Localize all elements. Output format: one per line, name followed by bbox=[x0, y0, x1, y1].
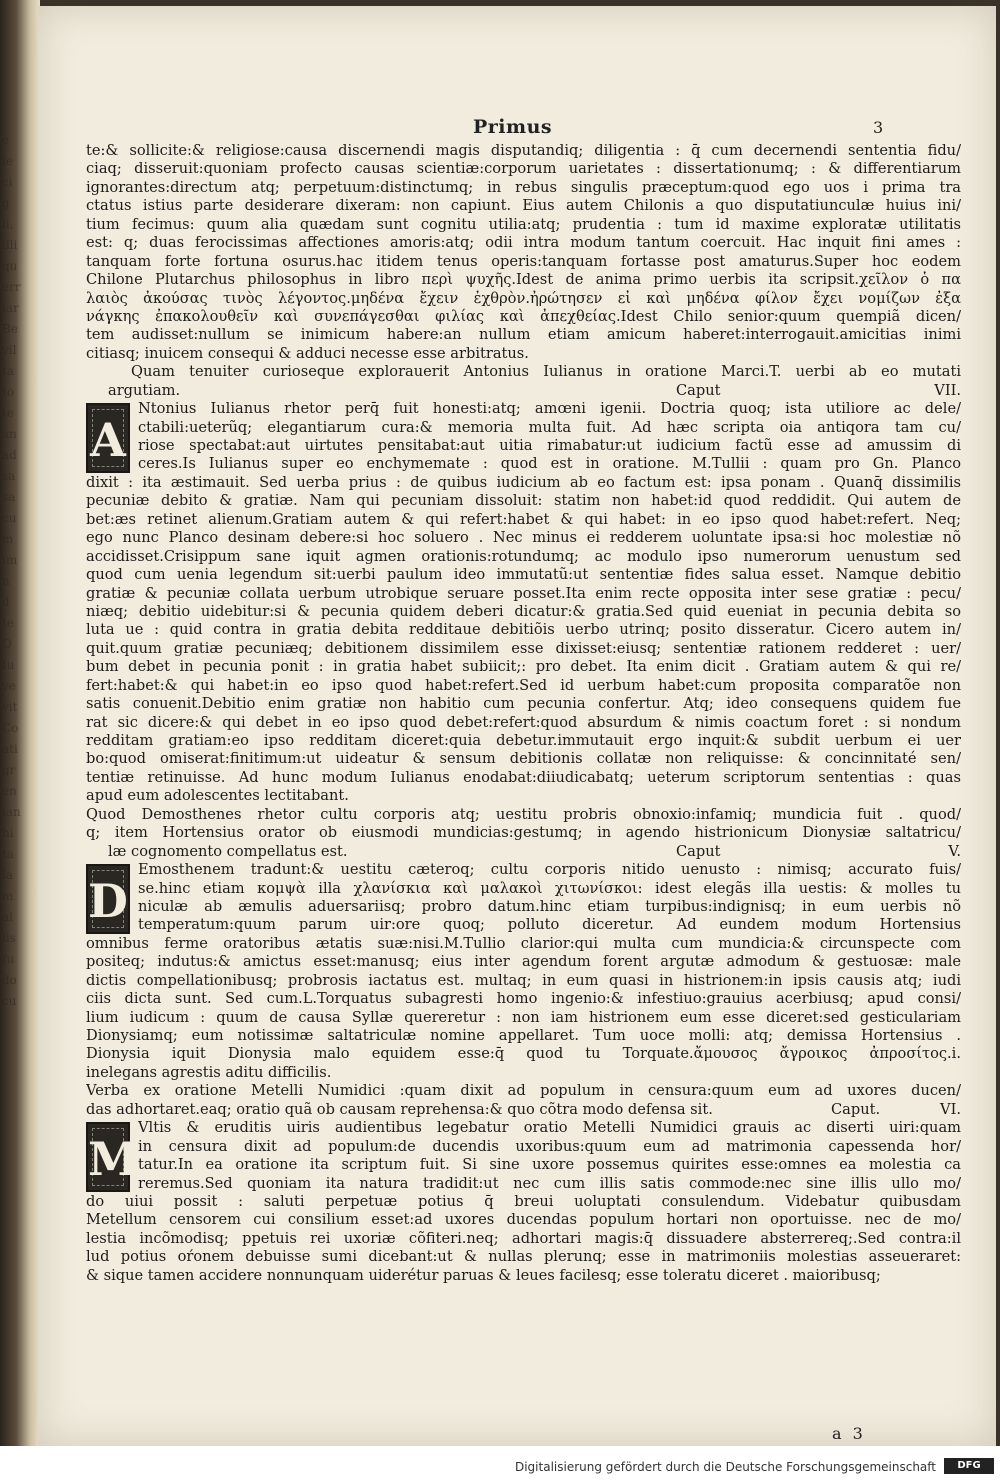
text-line: Vltis & eruditis uiris audientibus legebatur oratio Metelli Numidici grauis ac diserti uiri:quam bbox=[138, 1119, 961, 1137]
text-line: Dionysiamq; eum notissimæ saltatriculæ nomine appellaret. Tum uoce molli: atq; demissa Hortensius . bbox=[86, 1027, 961, 1044]
text-line: ciis dicta sunt. Sed cum.L.Torquatus subagresti homo ingenio:& infestiuo:grauius acerbiusq; apud consi/ bbox=[86, 990, 961, 1008]
text-line: tem audisset:nullum se inimicum habere:an nullum etiam amicum haberet:interrogauit.amicitias inimi bbox=[86, 326, 961, 344]
chapter-6-heading bbox=[86, 1082, 961, 1119]
text-line: λαιὸς ἀκούσας τινὸς λέγοντος.μηδένα ἔχειν ἐχθρὸν.ἠρώτησεν εἰ καὶ μηδένα φίλον ἔχει νομίζων ἐξα bbox=[86, 289, 961, 307]
chapter-heading-line: argutiam. Caput VII. bbox=[108, 381, 961, 399]
text-line: riose spectabat:aut uirtutes pensitabat:aut uitia rimabatur:ut iudicium factũ esse ad amussim di bbox=[138, 437, 961, 454]
book-spine-edge bbox=[0, 0, 40, 1484]
text-line: ceres.Is Iulianus super eo enchymemate : quod est in oratione. M.Tullii : quam pro Gn. Planco bbox=[138, 455, 961, 473]
text-line: in censura dixit ad populum:de ducendis uxoribus:quum eum ad matrimonia capessenda hor/ bbox=[138, 1137, 961, 1155]
chapter-7-body bbox=[86, 400, 961, 806]
text-line: inelegans agrestis aditu difficilis. bbox=[86, 1063, 332, 1081]
text-line: νάγκης ἐπακολουθεῖν καὶ συνεπάγεσθαι φιλίας καὶ ἀπεχθείας.Idest Chilo senior:quum quempiã dicen/ bbox=[86, 307, 961, 325]
text-line: quod cum uenia legendum sit:uerbi paulum ideo immutatũ:ut sententiæ fides salua esset. Namque debitio bbox=[86, 566, 961, 584]
facing-page-fragment: e ie ci g ii, illi qu err lar Be vil ta to te an ad sa sa cu m im n d te O Iu ve vit Co ati gr en lan hi ta la m al lis fu do cu bbox=[2, 133, 21, 1008]
text-line: ignorantes:directum atq; perpetuum:distinctumq; in rebus singulis præceptum:quod ego uos i prima tra bbox=[86, 178, 961, 196]
text-line: Dionysia iquit Dionysia malo equidem esse:q̄ quod tu Torquate.ἄμουσος ἄγροικος ἀπροσίτος.i. bbox=[86, 1045, 961, 1063]
chapter-heading-line: Verba ex oratione Metelli Numidici :quam dixit ad populum in censura:quum eum ad uxores ducen/ bbox=[86, 1082, 961, 1100]
text-line: niculæ ab æmulis aduersariisq; probro datum.hinc etiam turpibus:indignisq; in eum uerbis nõ bbox=[138, 897, 961, 915]
chapter-heading-line: læ cognomento compellatus est. Caput V. bbox=[108, 842, 961, 860]
chapter-numeral: VII. bbox=[934, 381, 961, 399]
decorated-initial-d: D bbox=[86, 864, 130, 934]
text-line: est: q; duas ferocissimas affectiones amoris:atq; odii intra modum tantum coercuit. Hac inquit fini ames : bbox=[86, 234, 961, 252]
text-line: quit.quum gratiæ pecuniæq; debitionem dissimilem esse dixisset:eiusq; sententiæ rationem redderet : uer/ bbox=[86, 639, 961, 657]
chapter-continuation bbox=[86, 142, 961, 363]
text-line: bum debet in pecunia ponit : in gratia habet subiicit;: pro debet. Ita enim dicit . Gratiam autem & qui re/ bbox=[86, 658, 961, 676]
text-line: Emosthenem tradunt:& uestitu cæteroq; cultu corporis nitido uenusto : nimisq; accurato fuis/ bbox=[138, 861, 961, 879]
chapter-6-body bbox=[86, 1119, 961, 1285]
text-line: do uiui possit : saluti perpetuæ potius q̄ breui uoluptati consulendum. Videbatur quibusdam bbox=[86, 1192, 961, 1210]
book-page bbox=[38, 6, 996, 1446]
dfg-logo: DFG bbox=[944, 1458, 994, 1474]
body-text bbox=[86, 142, 961, 1285]
text-line: dictis compellationibusq; probrosis iactatus est. multaq; in eum quasi in histrionem:in ipsis causis atq; iudi bbox=[86, 971, 961, 989]
text-line: redditam gratiam:eo ipso redditam diceret:quia debetur.immutauit ergo inquit:& subdit uerbum ei uer bbox=[86, 732, 961, 749]
text-line: reremus.Sed quoniam ita natura tradidit:ut nec cum illis satis commode:nec sine illis ullo mo/ bbox=[138, 1174, 961, 1192]
text-line: bo:quod omiserat:finitimum:ut uideatur & sensum debitionis collatæ non reliquisse: & concinnitaté sen/ bbox=[86, 750, 961, 768]
chapter-heading-line: q; item Hortensius orator ob eiusmodi mundicias:gestumq; in agendo histrionicum Dionysiæ saltatricu/ bbox=[86, 824, 961, 842]
caput-label: Caput bbox=[676, 381, 721, 399]
text-line: rat sic dicere:& qui debet in eo ipso quod debet:refert:quod absurdum & nimis coactum foret : si nondum bbox=[86, 713, 961, 731]
chapter-5-body bbox=[86, 861, 961, 1082]
chapter-numeral: VI. bbox=[940, 1100, 961, 1118]
text-line: tium fecimus: quum alia quædam sunt cognitu utilia:atq; prudentia : tum id maxime exploratæ utilitatis bbox=[86, 215, 961, 233]
text-line: tanquam forte fortuna osurus.hac itidem tenus operis:tanquam fortasse post amaturus.Super hoc eodem bbox=[86, 252, 961, 270]
text-line: accidisset.Crisippum sane iquit agmen orationis:rotundumq; ac modulo ipso numerorum uenustum sed bbox=[86, 547, 961, 565]
chapter-heading-line: das adhortaret.eaq; oratio quã ob causam reprehensa:& quo cõtra modo defensa sit. Caput. VI. bbox=[86, 1100, 961, 1118]
text-line: ego nunc Planco desinam debere:si hoc soluero . Nec minus ei redderem uoluntate ipsa:si hoc molestiæ nõ bbox=[86, 529, 961, 547]
text-line: gratiæ & pecuniæ collata uerbum utrobique seruare posset.Ita enim recte opposita inter sese gratiæ : pecu/ bbox=[86, 584, 961, 602]
text-line: lud potius oŕonem debuisse sumi dicebant:ut & nullas plerunq; esse in matrimoniis molestias asseueraret: bbox=[86, 1248, 961, 1266]
text-line: te:& sollicite:& religiose:causa discernendi magis disputandiq; diligentia : q̄ cum decernendi sententia fidu/ bbox=[86, 142, 961, 159]
text-line: bet:æs retinet alienum.Gratiam autem & qui refert:habet & qui habet: in eo ipso quod habet:refert. Neq; bbox=[86, 510, 961, 528]
text-line: niæq; debitio uidebitur:si & pecunia quidem deberi dicatur:& gratia.Sed quid eueniat in pecunia debita so bbox=[86, 602, 961, 620]
dfg-credit: Digitalisierung gefördert durch die Deutsche Forschungsgemeinschaft bbox=[514, 1460, 936, 1474]
text-line: citiasq; inuicem consequi & adduci necesse esse arbitratus. bbox=[86, 344, 529, 362]
text-line: lestia incõmodisq; ppetuis rei uxoriæ cõfiteri.neq; adhortari magis:q̄ dissuadere absterrereq;.Sed contra:il bbox=[86, 1229, 961, 1247]
chapter-5-heading bbox=[86, 806, 961, 861]
text-line: omnibus ferme oratoribus ætatis suæ:nisi.M.Tullio clarior:qui multa cum mundicia:& circunspecte com bbox=[86, 934, 961, 952]
text-line: Metellum censorem cui consilium esset:ad uxores ducendas populum hortari non oportuisse. nec de mo/ bbox=[86, 1211, 961, 1229]
text-line: & sique tamen accidere nonnunquam uiderétur paruas & leues facilesq; esse toleratu diceret . maioribusq; bbox=[86, 1266, 881, 1284]
text-line: tentiæ retinuisse. Ad hunc modum Iulianus enodabat:diiudicabatq; ueterum scriptorum sententias : quas bbox=[86, 768, 961, 786]
page-number: 3 bbox=[873, 118, 884, 137]
text-line: apud eum adolescentes lectitabant. bbox=[86, 787, 349, 805]
signature-mark: a 3 bbox=[832, 1424, 866, 1443]
running-head: Primus bbox=[473, 116, 553, 138]
text-line: ctabili:ueterũq; elegantiarum cura:& memoria multa fuit. Ad hæc scripta oia antiqora tam cu/ bbox=[138, 418, 961, 436]
text-line: tatur.In ea oratione ita scriptum fuit. Si sine uxore possemus quirites esse:omnes ea molestia ca bbox=[138, 1156, 961, 1174]
text-line: pecuniæ debito & gratiæ. Nam qui pecuniam dissoluit: statim non habet:id quod reddidit. Qui autem de bbox=[86, 492, 961, 510]
chapter-heading-line: Quod Demosthenes rhetor cultu corporis atq; uestitu probris obnoxio:infamiq; mundicia fuit . quod/ bbox=[86, 805, 961, 823]
text-line: dixit : ita æstimauit. Sed uerba prius : de quibus iudicium ab eo factum est: ipsa ponam . Quanq̄ dissimilis bbox=[86, 473, 961, 491]
text-line: Ntonius Iulianus rhetor perq̄ fuit honesti:atq; amœni igenii. Doctria quoq; ista utiliore ac dele/ bbox=[138, 400, 961, 418]
text-line: fert:habet:& qui habet:in eo ipso quod habet:refert.Sed id uerbum habet:cum proposita comparatõe non bbox=[86, 676, 961, 694]
text-line: satis conuenit.Debitio enim gratiæ non habitio cum pecunia confertur. Atq; ideo consequens quidem fue bbox=[86, 695, 961, 713]
text-line: ctatus istius parte desiderare dixeram: non capiunt. Eius autem Chilonis a quo disputatiunculæ huius ini/ bbox=[86, 197, 961, 215]
decorated-initial-a: A bbox=[86, 403, 130, 473]
decorated-initial-m: M bbox=[86, 1122, 130, 1192]
text-line: temperatum:quum parum uir:ore quoq; polluto diceretur. Ad eundem modum Hortensius bbox=[138, 916, 961, 934]
caput-label: Caput. bbox=[831, 1100, 881, 1118]
text-line: lium iudicum : quum de causa Syllæ quereretur : non iam histrionem eum esse diceret:sed gesticulariam bbox=[86, 1008, 961, 1026]
text-line: positeq; indutus:& amictus esset:manusq; eius inter agendum forent argutæ admodum & gestuosæ: male bbox=[86, 953, 961, 971]
text-line: Chilone Plutarchus philosophus in libro περὶ ψυχῆς.Idest de anima primo uerbis ita scripsit.χεῖλον ὁ πα bbox=[86, 271, 961, 289]
page-header bbox=[38, 116, 996, 142]
text-line: luta ue : quid contra in gratia debita redditaue debitiõis uerbo utrinq; posito disseratur. Cicero autem in/ bbox=[86, 621, 961, 639]
text-line: ciaq; disseruit:quoniam profecto causas scientiæ:corporum uarietates : dissertationumq; : & differentiarum bbox=[86, 160, 961, 178]
chapter-heading-line: Quam tenuiter curioseque explorauerit Antonius Iulianus in oratione Marci.T. uerbi ab eo mutati bbox=[131, 363, 961, 381]
caput-label: Caput bbox=[676, 842, 721, 860]
text-line: se.hinc etiam κομψὰ illa χλανίσκια καὶ μαλακοὶ χιτωνίσκοι: idest elegãs illa uestis: & molles tu bbox=[138, 879, 961, 897]
chapter-7-heading bbox=[86, 363, 961, 400]
chapter-numeral: V. bbox=[948, 842, 961, 860]
